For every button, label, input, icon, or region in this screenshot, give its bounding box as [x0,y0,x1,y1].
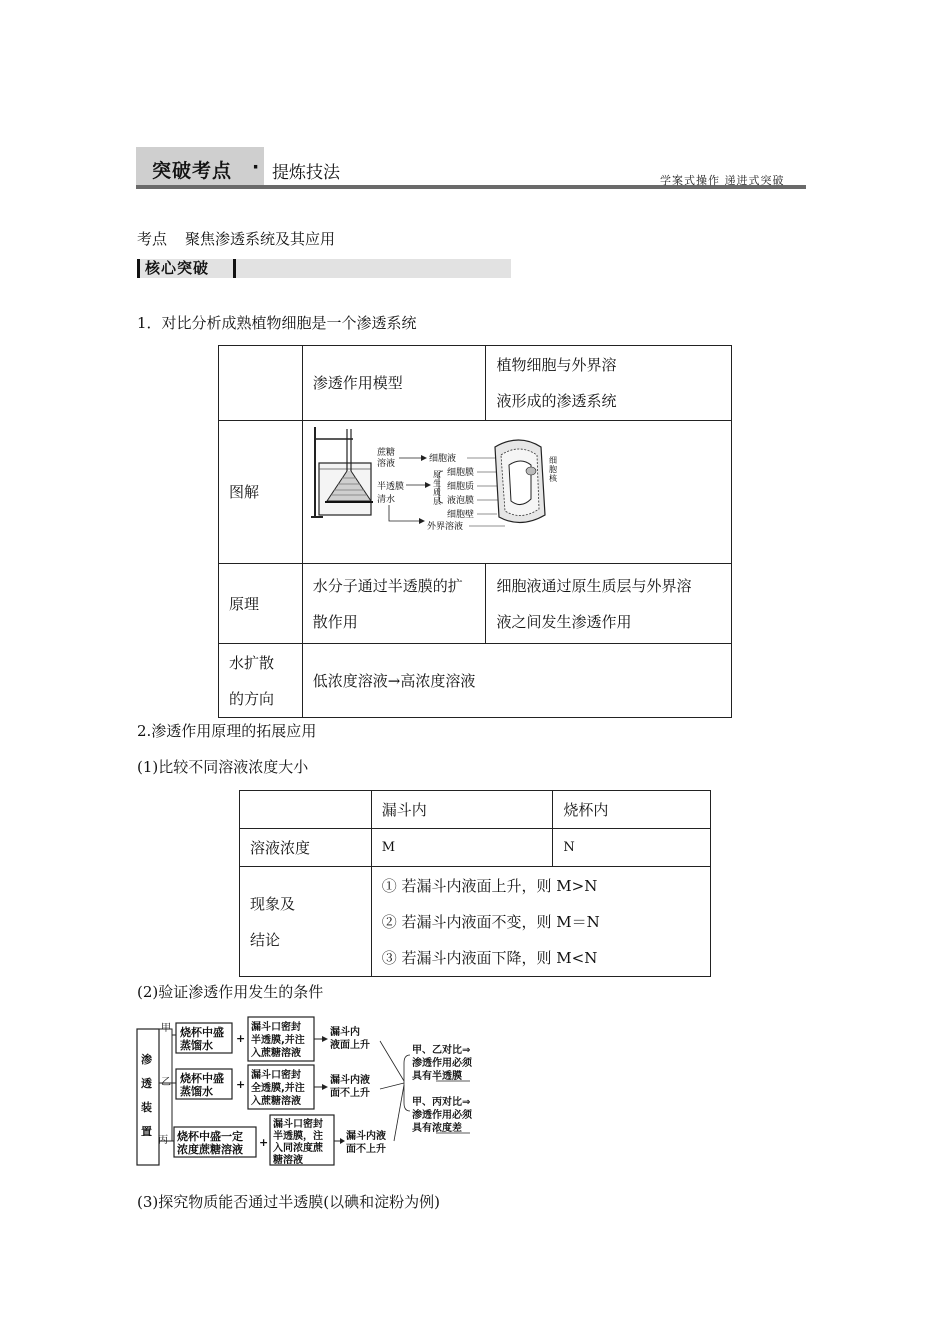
flow-device-char-1: 渗 [141,1053,152,1066]
flow-yi-result-2: 面不上升 [330,1088,370,1099]
flow-jia-result-2: 液面上升 [330,1040,370,1051]
flow-jia-result-1: 漏斗内 [330,1027,360,1038]
flow-conclusion2-1: 甲、丙对比⇒ [412,1097,471,1108]
flow-device-char-3: 装 [141,1101,152,1114]
label-water: 清水 [376,495,395,505]
principle-model-line2: 散作用 [312,612,358,631]
row2-label-line1: 现象及 [250,894,296,913]
table1-direction-text: 低浓度溶液→高浓度溶液 [302,644,731,718]
flow-converge-yi [380,1083,404,1089]
flow-yi-result-1: 漏斗内液 [330,1075,370,1086]
table1-corner [219,346,303,421]
flow-converge-bing [394,1085,404,1141]
flow-device-box [137,1029,159,1165]
flow-yi-funnel-2: 全透膜,并注 [251,1083,305,1094]
arrow-head-1 [421,455,427,461]
table1-head-cell-line1: 植物细胞与外界溶 [496,356,617,374]
flow-label-yi: 乙 [161,1077,171,1088]
osmosis-comparison-table [218,345,732,718]
arrow-water-outer [389,505,419,521]
table2-corner [240,791,372,829]
label-cell-membrane: 细胞膜 [446,468,474,478]
section2-title: 2.渗透作用原理的拓展应用 [137,722,317,740]
section1-title: 1．对比分析成熟植物细胞是一个渗透系统 [137,314,417,332]
label-semipermeable: 半透膜 [376,482,404,492]
topic-text: 聚焦渗透系统及其应用 [185,230,336,248]
flow-conclusion1-2: 渗透作用必须 [412,1058,472,1069]
row2-label-line2: 结论 [250,930,281,949]
label-protoplast-2: 生 [432,479,441,488]
label-protoplast-4: 层 [432,497,441,506]
label-nucleus-2: 胞 [548,465,557,474]
flow-conclusion1-3: 具有半透膜 [412,1071,462,1082]
flow-device-char-4: 置 [141,1125,152,1138]
condition-2: ② 若漏斗内液面不变，则 M＝N [381,912,600,931]
flow-conclusion1-1: 甲、乙对比⇒ [412,1045,471,1056]
flow-bing-beaker-2: 浓度蔗糖溶液 [177,1143,243,1156]
table1-principle-label: 原理 [219,564,303,644]
flow-jia-arrow-head [322,1036,328,1042]
flow-bing-beaker-1: 烧杯中盛一定 [177,1130,243,1143]
flow-conclusion2-2: 渗透作用必须 [412,1110,472,1121]
label-protoplast-3: 质 [432,488,441,497]
core-section-title: 核心突破 [145,259,210,277]
table1-head-model: 渗透作用模型 [302,346,486,421]
flow-conclusion-brace [404,1055,410,1111]
table2-row1-label: 溶液浓度 [240,829,372,867]
flow-yi-funnel-1: 漏斗口密封 [251,1070,301,1081]
label-cell-wall: 细胞壁 [446,510,474,520]
flow-bing-plus: + [259,1136,269,1149]
concentration-table [239,790,711,977]
label-sucrose-2: 溶液 [376,459,395,469]
header-title: 突破考点 [152,160,233,182]
table1-diagram-cell [302,421,731,564]
label-protoplast-1: 原 [432,470,441,479]
table1-principle-cell [486,564,732,644]
flow-bing-arrow-head [340,1138,345,1144]
core-section-mark-right [233,259,236,278]
label-cytoplasm: 细胞质 [446,482,474,492]
table2-head-funnel: 漏斗内 [371,791,553,829]
direction-label-line2: 的方向 [229,689,275,708]
label-outer-solution: 外界溶液 [426,522,463,532]
topic-line [137,228,335,249]
flow-yi-beaker-2: 蒸馏水 [180,1085,213,1098]
vacuole-shape [509,461,531,505]
principle-cell-line2: 液之间发生渗透作用 [496,612,632,631]
table2-row1-beaker: N [553,829,711,867]
flow-bing-result-1: 漏斗内液 [346,1131,386,1142]
table1-head-cell-line2: 液形成的渗透系统 [496,392,617,410]
flow-jia-plus: + [236,1032,246,1045]
flow-converge-jia [380,1041,404,1081]
flow-bing-funnel-2: 半透膜，注 [273,1131,323,1142]
table2-row2-label [240,867,372,977]
flow-jia-funnel-3: 入蔗糖溶液 [251,1048,301,1059]
flow-jia-funnel-2: 半透膜,并注 [251,1035,305,1046]
header-separator: · [252,156,260,178]
label-nucleus-1: 细 [548,456,557,465]
label-nucleus-3: 核 [548,474,557,483]
principle-model-line1: 水分子通过半透膜的扩 [312,576,463,595]
table2-conditions [371,867,710,977]
osmosis-conditions-flow [136,1015,496,1167]
section2-sub2: (2)验证渗透作用发生的条件 [137,983,324,1001]
flow-device-char-2: 透 [141,1077,152,1090]
flow-bing-funnel-4: 糖溶液 [273,1155,303,1166]
flow-jia-funnel-1: 漏斗口密封 [251,1022,301,1033]
topic-label: 考点 [137,230,168,248]
header-subtitle: 提炼技法 [272,163,340,183]
flow-bing-result-2: 面不上升 [346,1144,386,1155]
flow-conclusion2-3: 具有浓度差 [412,1123,462,1134]
header-right-text: 学案式操作 递进式突破 [660,174,785,187]
arrow-head-2 [425,482,431,488]
flow-yi-funnel-3: 入蔗糖溶液 [251,1096,301,1107]
arrow-head-3 [419,518,425,524]
osmosis-diagram [309,425,559,535]
flow-jia-beaker-1: 烧杯中盛 [180,1026,224,1039]
label-sucrose-1: 蔗糖 [376,448,395,458]
flow-yi-plus: + [236,1078,246,1091]
table2-head-beaker: 烧杯内 [553,791,711,829]
condition-3: ③ 若漏斗内液面下降，则 M<N [381,948,598,967]
nucleus-shape [526,467,536,475]
table1-direction-label [219,644,303,718]
section2-sub1: (1)比较不同溶液浓度大小 [137,758,309,776]
flow-label-bing: 丙 [158,1135,168,1146]
principle-cell-line1: 细胞液通过原生质层与外界溶 [496,576,692,595]
flow-bing-funnel-1: 漏斗口密封 [273,1119,323,1130]
direction-label-line1: 水扩散 [229,653,275,672]
condition-1: ① 若漏斗内液面上升，则 M>N [381,876,598,895]
core-section-mark-left [137,259,140,278]
flow-yi-arrow-head [322,1084,328,1090]
label-cell-sap: 细胞液 [428,454,456,464]
table1-principle-model [302,564,486,644]
section2-sub3: (3)探究物质能否通过半透膜(以碘和淀粉为例) [137,1193,440,1211]
flow-bing-funnel-3: 入同浓度蔗 [273,1143,323,1154]
flow-jia-beaker-2: 蒸馏水 [180,1039,213,1052]
flow-yi-beaker-1: 烧杯中盛 [180,1072,224,1085]
table2-row1-funnel: M [371,829,553,867]
table1-head-cell [486,346,732,421]
flow-label-jia: 甲 [161,1023,171,1034]
table1-diagram-label: 图解 [219,421,303,564]
label-tonoplast: 液泡膜 [446,496,474,506]
